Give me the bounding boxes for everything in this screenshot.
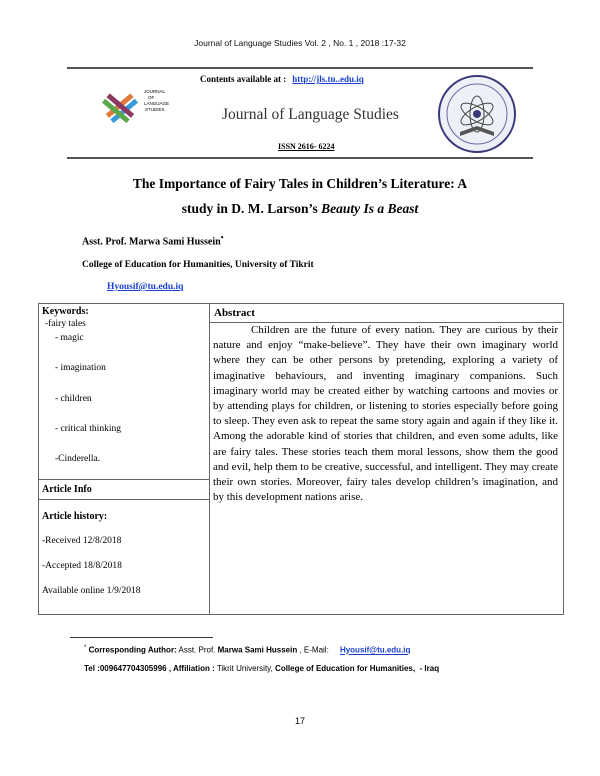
box-column-divider xyxy=(209,303,210,615)
tel-label: Tel :009647704305996 , Affiliation : xyxy=(84,664,215,673)
article-info-separator xyxy=(38,499,209,500)
logo-text-4: STUDIES xyxy=(145,107,165,112)
footnote-email-link[interactable]: Hyousif@tu.edu.iq xyxy=(339,645,411,655)
logo-text-3: LANGUAGE xyxy=(144,101,170,106)
footnote-mark: * xyxy=(84,645,87,651)
journal-name: Journal of Language Studies xyxy=(222,106,399,123)
keyword-item: - critical thinking xyxy=(55,424,121,434)
available-online-date: Available online 1/9/2018 xyxy=(42,586,141,596)
keyword-item: - children xyxy=(55,394,92,404)
article-info-heading: Article Info xyxy=(42,484,92,495)
corresponding-label: Corresponding Author: xyxy=(88,645,177,655)
running-header: Journal of Language Studies Vol. 2 , No. 1 , 2018 :17-32 xyxy=(194,38,406,48)
corresponding-author-footnote xyxy=(84,645,410,655)
title-line-2-text: study in D. M. Larson’s xyxy=(181,201,322,216)
corresponding-title: Asst. Prof. xyxy=(178,645,216,655)
keyword-item: -fairy tales xyxy=(45,319,86,329)
contents-label: Contents available at : xyxy=(200,74,287,84)
page-number: 17 xyxy=(294,716,305,726)
masthead-top-rule xyxy=(67,67,533,69)
title-line-2 xyxy=(40,196,560,221)
author-affiliation: College of Education for Humanities, University of Tikrit xyxy=(82,260,314,270)
issn: ISSN 2616- 6224 xyxy=(278,142,335,151)
email-label: , E-Mail: xyxy=(299,645,329,655)
tel-affiliation-footnote xyxy=(84,664,439,673)
title-book-name: Beauty Is a Beast xyxy=(321,201,419,216)
keywords-separator xyxy=(38,479,209,480)
accepted-date: -Accepted 18/8/2018 xyxy=(42,561,122,571)
abstract-text: Children are the future of every nation. They are curious by their nature and enjoy “make-believe”. They have their own imaginary world where they can be other persons by pretending, exploring a variety of imaginative behaviours, and inventing imaginary companions. Such imaginary world may be created either by watching cartoons and movies or by attending plays for children, or listening to stories especially before going to sleep. They even ask to repeat the same story again and again if they like it. Among the adorable kind of stories that children, and even some adults, like are fairy tales. These stories teach them moral lessons, show them the good and evil, help them to be creative, successful, and intelligent. They may create their own stories. Moreover, fairy tales develop children’s imagination, and by this development nations arise. xyxy=(213,324,558,504)
journal-logo xyxy=(100,84,176,130)
received-date: -Received 12/8/2018 xyxy=(42,536,122,546)
footnote-country: - Iraq xyxy=(419,664,440,673)
tel-affiliation: Tikrit University, xyxy=(216,664,273,673)
footnote-rule xyxy=(70,637,213,638)
author-email-link[interactable]: Hyousif@tu.edu.iq xyxy=(107,282,184,292)
article-title xyxy=(40,171,560,221)
university-emblem xyxy=(432,70,522,160)
title-line-1: The Importance of Fairy Tales in Children’s Literature: A xyxy=(132,176,468,191)
keyword-item: - imagination xyxy=(55,363,106,373)
corresponding-name: Marwa Sami Hussein xyxy=(217,645,298,655)
keyword-item: -Cinderella. xyxy=(55,454,101,464)
logo-text-1: JOURNAL xyxy=(144,89,166,94)
author-text: Asst. Prof. Marwa Sami Hussein xyxy=(82,236,221,248)
footnote-college: College of Education for Humanities, xyxy=(275,664,416,673)
journal-url-link[interactable]: http://jls.tu..edu.iq xyxy=(292,74,364,84)
author-name xyxy=(82,233,224,247)
article-history-heading: Article history: xyxy=(42,511,108,522)
abstract-heading: Abstract xyxy=(214,307,255,319)
logo-text-2: OF xyxy=(148,95,155,100)
contents-available xyxy=(200,74,364,84)
keyword-item: - magic xyxy=(55,333,84,343)
keywords-heading: Keywords: xyxy=(42,306,89,317)
author-footnote-mark: • xyxy=(220,233,224,242)
